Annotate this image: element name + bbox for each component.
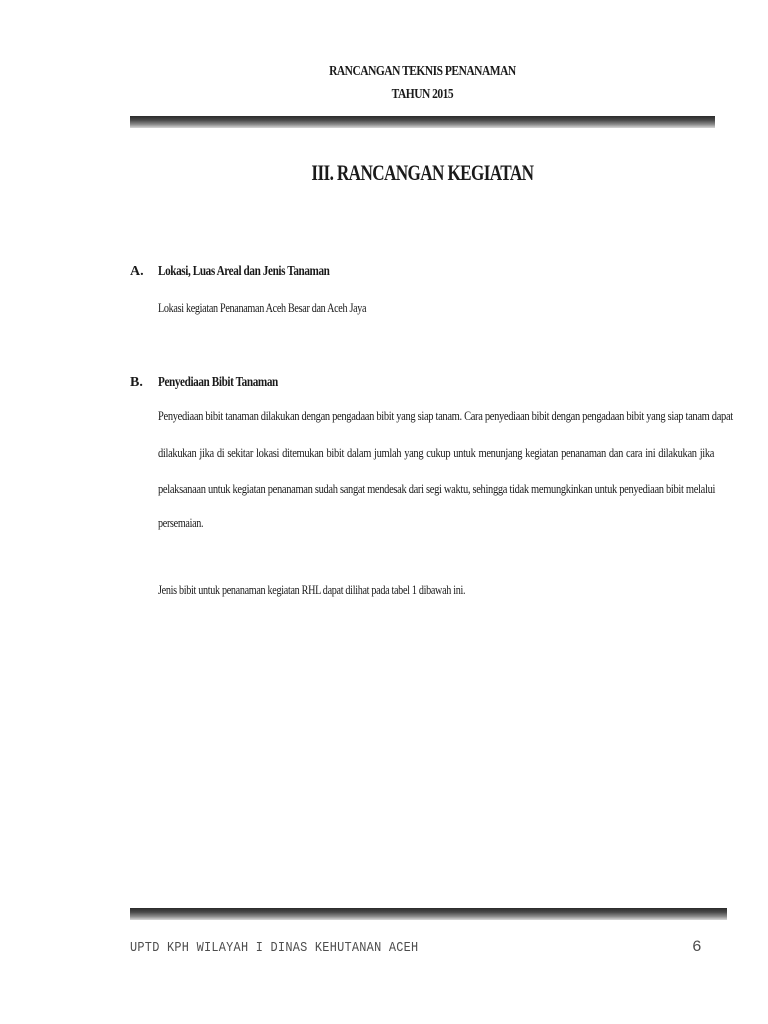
section-b-paragraph-line-2: dilakukan jika di sekitar lokasi ditemukan bibit dalam jumlah yang cukup untuk menunjang kegiatan penanaman dan cara ini dilakukan jika (158, 445, 715, 460)
section-b-heading: Penyediaan Bibit Tanaman (158, 375, 278, 390)
section-a-letter: A. (130, 264, 144, 279)
footer-organization: UPTD KPH WILAYAH I DINAS KEHUTANAN ACEH (130, 940, 419, 956)
page-number: 6 (692, 938, 702, 956)
section-b-letter: B. (130, 375, 143, 390)
header-divider (130, 116, 715, 128)
footer-divider (130, 908, 727, 920)
header-title-line1: RANCANGAN TEKNIS PENANAMAN (329, 64, 516, 79)
section-a-heading: Lokasi, Luas Areal dan Jenis Tanaman (158, 264, 330, 279)
section-a-text: Lokasi kegiatan Penanaman Aceh Besar dan Aceh Jaya (158, 300, 367, 315)
section-b-paragraph-line-3: pelaksanaan untuk kegiatan penanaman sudah sangat mendesak dari segi waktu, sehingga tidak memungkinkan untuk penyediaan bibit melalui (158, 481, 716, 496)
chapter-title: III. RANCANGAN KEGIATAN (311, 160, 534, 185)
header-year: TAHUN 2015 (391, 87, 454, 102)
section-b-table-reference: Jenis bibit untuk penanaman kegiatan RHL dapat dilihat pada tabel 1 dibawah ini. (158, 582, 466, 597)
section-b-paragraph-line-1: Penyediaan bibit tanaman dilakukan dengan pengadaan bibit yang siap tanam. Cara penyediaan bibit dengan pengadaan bibit yang siap tanam dapat (158, 408, 733, 423)
section-b-paragraph-line-4: persemaian. (158, 515, 204, 530)
